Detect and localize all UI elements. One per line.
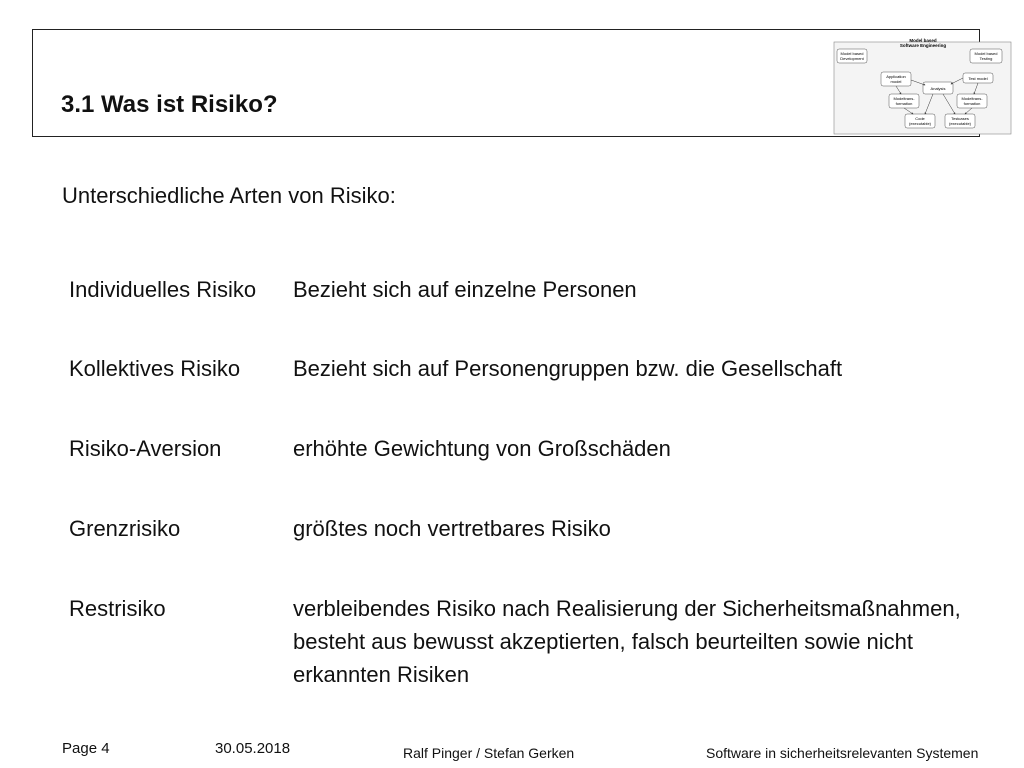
mbse-diagram — [833, 32, 1013, 136]
diagram-title-line2: Software Engineering — [899, 43, 947, 48]
footer-authors: Ralf Pinger / Stefan Gerken — [403, 745, 575, 761]
footer-date: 30.05.2018 — [215, 740, 291, 757]
tc-line1: Testcases — [951, 116, 969, 121]
analysis-label: Analysis — [930, 86, 946, 91]
risk-term: Grenzrisiko — [69, 516, 181, 541]
risk-term: Restrisiko — [69, 596, 166, 621]
risk-definition: erhöhte Gewichtung von Großschäden — [293, 436, 671, 461]
risk-definition: Bezieht sich auf Personengruppen bzw. die Gesellschaft — [293, 356, 843, 381]
footer — [0, 738, 1024, 762]
code-line2: (executable) — [908, 121, 932, 126]
code-line1: Code — [915, 116, 925, 121]
footer-page: Page 4 — [62, 740, 110, 757]
risk-definition: Bezieht sich auf einzelne Personen — [293, 277, 637, 302]
risk-term: Risiko-Aversion — [69, 436, 222, 461]
risk-definition: verbleibendes Risiko nach Realisierung der Sicherheitsmaßnahmen, besteht aus bewusst akzeptierten, falsch beurteilten sowie nicht erkannten Risiken — [293, 596, 961, 687]
test-model-label: Test model — [968, 76, 988, 81]
app-line2: model — [890, 79, 902, 84]
mbse-diagram-svg — [833, 32, 1013, 136]
trans-right-line1: Modeltrans- — [961, 96, 983, 101]
app-line1: Application — [886, 74, 906, 79]
risk-term: Kollektives Risiko — [69, 356, 241, 381]
tc-line2: (executable) — [948, 121, 972, 126]
header-box — [32, 29, 998, 137]
mbt-line1: Model based — [974, 51, 998, 56]
mbt-line2: Testing — [979, 56, 993, 61]
trans-left-line1: Modeltrans- — [893, 96, 915, 101]
mbd-line2: Development — [840, 56, 864, 61]
risk-term: Individuelles Risiko — [69, 277, 257, 302]
trans-right-line2: formation — [963, 101, 981, 106]
slide-title: 3.1 Was ist Risiko? — [61, 91, 278, 118]
trans-left-line2: formation — [895, 101, 913, 106]
diagram-title-line1: Model based — [909, 38, 937, 43]
risk-definition: größtes noch vertretbares Risiko — [293, 516, 611, 541]
mbd-line1: Model based — [840, 51, 864, 56]
footer-course: Software in sicherheitsrelevanten Systemen — [706, 745, 979, 761]
subtitle: Unterschiedliche Arten von Risiko: — [62, 183, 396, 208]
